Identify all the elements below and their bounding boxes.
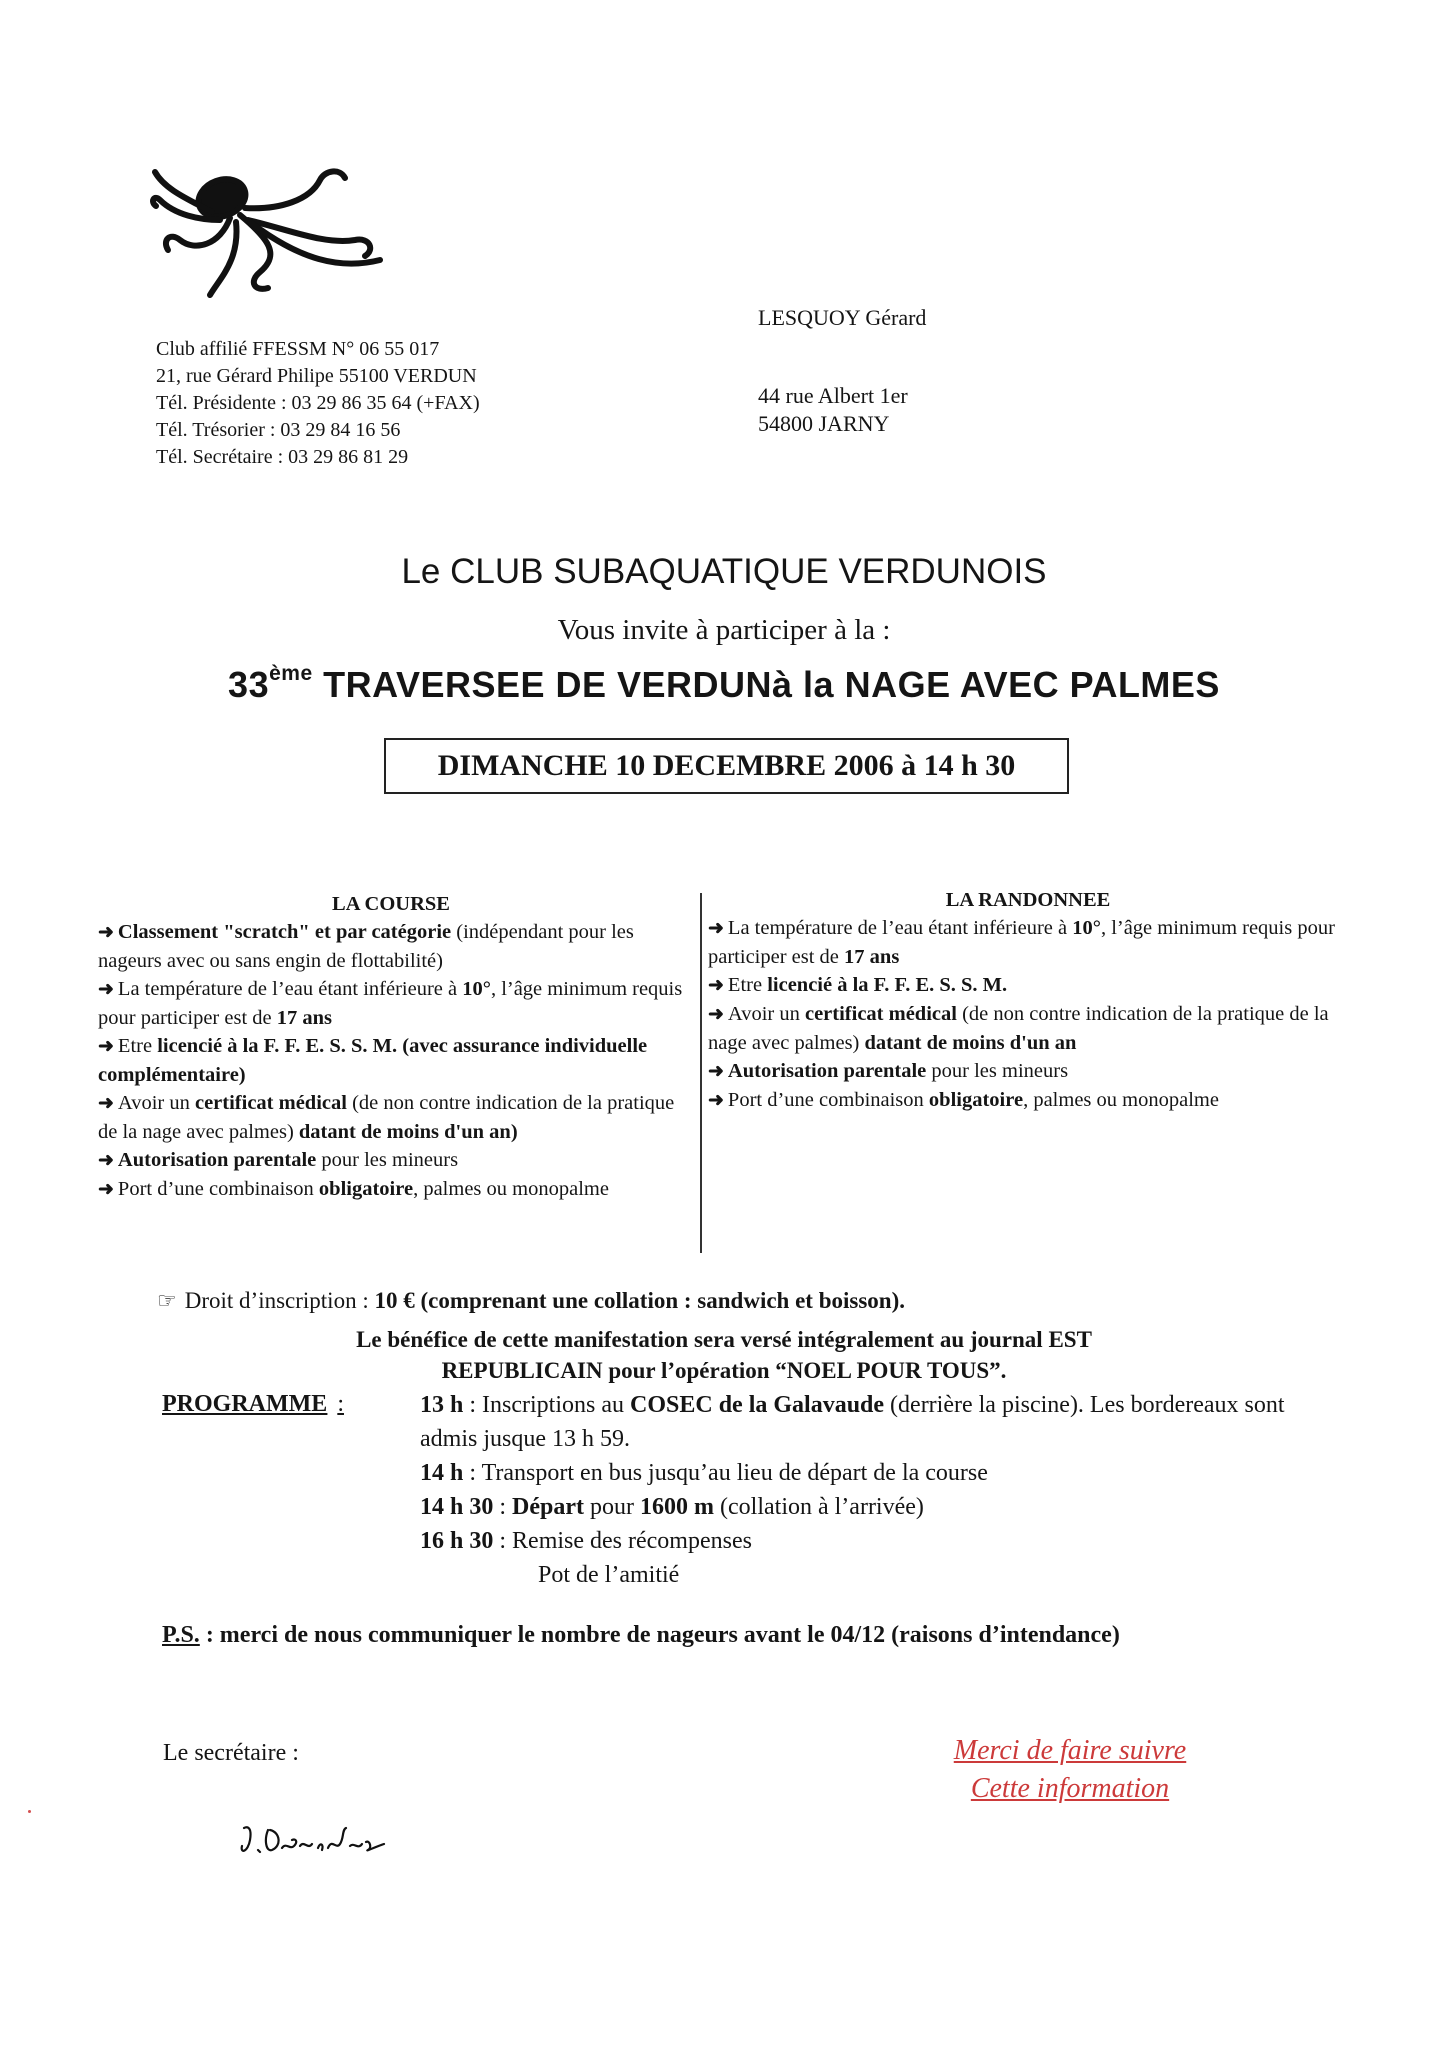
signature bbox=[238, 1820, 388, 1860]
secretary-label: Le secrétaire : bbox=[163, 1740, 299, 1766]
fee-amount: 10 € (comprenant une collation : sandwich et boisson). bbox=[374, 1288, 905, 1313]
event-title bbox=[0, 664, 1448, 706]
scan-speck bbox=[28, 1810, 31, 1813]
programme-label: PROGRAMME : bbox=[162, 1391, 344, 1417]
edition-suffix: ème bbox=[269, 662, 313, 685]
club-phone-secretary: Tél. Secrétaire : 03 29 86 81 29 bbox=[156, 446, 409, 468]
list-item: ➜ Etre licencié à la F. F. E. S. S. M. (avec assurance individuelle complémentaire) bbox=[98, 1035, 648, 1086]
arrow-right-icon: ➜ bbox=[708, 975, 724, 996]
edition-number: 33 bbox=[228, 664, 270, 705]
forward-request-note: Merci de faire suivre Cette information bbox=[953, 1735, 1187, 1804]
club-address: 21, rue Gérard Philipe 55100 VERDUN bbox=[156, 365, 477, 387]
schedule-row: 16 h 30 : Remise des récompenses bbox=[420, 1528, 752, 1554]
schedule-extra: Pot de l’amitié bbox=[538, 1562, 680, 1588]
event-name: TRAVERSEE DE VERDUNà la NAGE AVEC PALMES bbox=[312, 664, 1220, 705]
ps-note bbox=[162, 1618, 1262, 1652]
list-item: ➜ Etre licencié à la F. F. E. S. S. M. bbox=[708, 974, 1008, 996]
arrow-right-icon: ➜ bbox=[708, 1061, 724, 1082]
list-item: ➜ Port d’une combinaison obligatoire, palmes ou monopalme bbox=[98, 1178, 609, 1200]
registration-fee bbox=[157, 1288, 905, 1314]
arrow-right-icon: ➜ bbox=[98, 1179, 114, 1200]
event-date-box: DIMANCHE 10 DECEMBRE 2006 à 14 h 30 bbox=[384, 738, 1069, 794]
invite-line: Vous invite à participer à la : bbox=[557, 614, 891, 646]
club-phone-president: Tél. Présidente : 03 29 86 35 64 (+FAX) bbox=[156, 392, 480, 414]
randonnee-heading: LA RANDONNEE bbox=[945, 889, 1111, 911]
recipient-address bbox=[758, 304, 926, 438]
list-item: ➜ Avoir un certificat médical (de non contre indication de la pratique de la nage avec palmes) datant de moins d'un an) bbox=[98, 1092, 675, 1143]
list-item: ➜ Avoir un certificat médical (de non contre indication de la pratique de la nage avec palmes) datant de moins d'un an bbox=[708, 1003, 1329, 1054]
schedule-row: 14 h : Transport en bus jusqu’au lieu de départ de la course bbox=[420, 1460, 988, 1486]
course-heading: LA COURSE bbox=[332, 893, 450, 915]
arrow-right-icon: ➜ bbox=[708, 1090, 724, 1111]
arrow-right-icon: ➜ bbox=[98, 922, 114, 943]
randonnee-column bbox=[708, 886, 1348, 1115]
ps-label: P.S. bbox=[162, 1622, 200, 1648]
list-item: ➜ La température de l’eau étant inférieure à 10°, l’âge minimum requis pour participer est de 17 ans bbox=[708, 917, 1335, 968]
fee-label: Droit d’inscription : bbox=[184, 1288, 375, 1313]
arrow-right-icon: ➜ bbox=[98, 1036, 114, 1057]
arrow-right-icon: ➜ bbox=[98, 1093, 114, 1114]
list-item: ➜ Port d’une combinaison obligatoire, palmes ou monopalme bbox=[708, 1089, 1219, 1111]
club-phone-treasurer: Tél. Trésorier : 03 29 84 16 56 bbox=[156, 419, 401, 441]
list-item: ➜ La température de l’eau étant inférieure à 10°, l’âge minimum requis pour participer est de 17 ans bbox=[98, 978, 683, 1029]
recipient-city: 54800 JARNY bbox=[758, 411, 890, 436]
recipient-name: LESQUOY Gérard bbox=[758, 305, 927, 330]
club-info-block bbox=[156, 336, 480, 471]
benefice-notice: Le bénéfice de cette manifestation sera versé intégralement au journal EST REPUBLICAIN pour l’opération “NOEL POUR TOUS”. bbox=[356, 1327, 1092, 1383]
list-item: ➜ Autorisation parentale pour les mineurs bbox=[98, 1149, 459, 1171]
list-item: ➜ Autorisation parentale pour les mineurs bbox=[708, 1060, 1069, 1082]
column-divider bbox=[700, 893, 702, 1253]
arrow-right-icon: ➜ bbox=[98, 1150, 114, 1171]
ps-text: : merci de nous communiquer le nombre de nageurs avant le 04/12 (raisons d’intendance) bbox=[199, 1622, 1120, 1648]
arrow-right-icon: ➜ bbox=[708, 918, 724, 939]
arrow-right-icon: ➜ bbox=[708, 1004, 724, 1025]
recipient-street: 44 rue Albert 1er bbox=[758, 383, 908, 408]
course-column bbox=[98, 890, 684, 1204]
pointing-hand-icon: ☞ bbox=[157, 1288, 177, 1313]
schedule-row: 14 h 30 : Départ pour 1600 m (collation à l’arrivée) bbox=[420, 1494, 924, 1520]
club-title: Le CLUB SUBAQUATIQUE VERDUNOIS bbox=[401, 552, 1047, 591]
schedule-row: 13 h : Inscriptions au COSEC de la Galavaude (derrière la piscine). Les bordereaux sont admis jusque 13 h 59. bbox=[420, 1392, 1285, 1452]
programme-schedule bbox=[420, 1388, 1300, 1592]
arrow-right-icon: ➜ bbox=[98, 979, 114, 1000]
club-affiliation: Club affilié FFESSM N° 06 55 017 bbox=[156, 338, 440, 360]
list-item: ➜ Classement "scratch" et par catégorie (indépendant pour les nageurs avec ou sans engin de flottabilité) bbox=[98, 921, 634, 972]
octopus-logo-icon bbox=[150, 160, 390, 300]
